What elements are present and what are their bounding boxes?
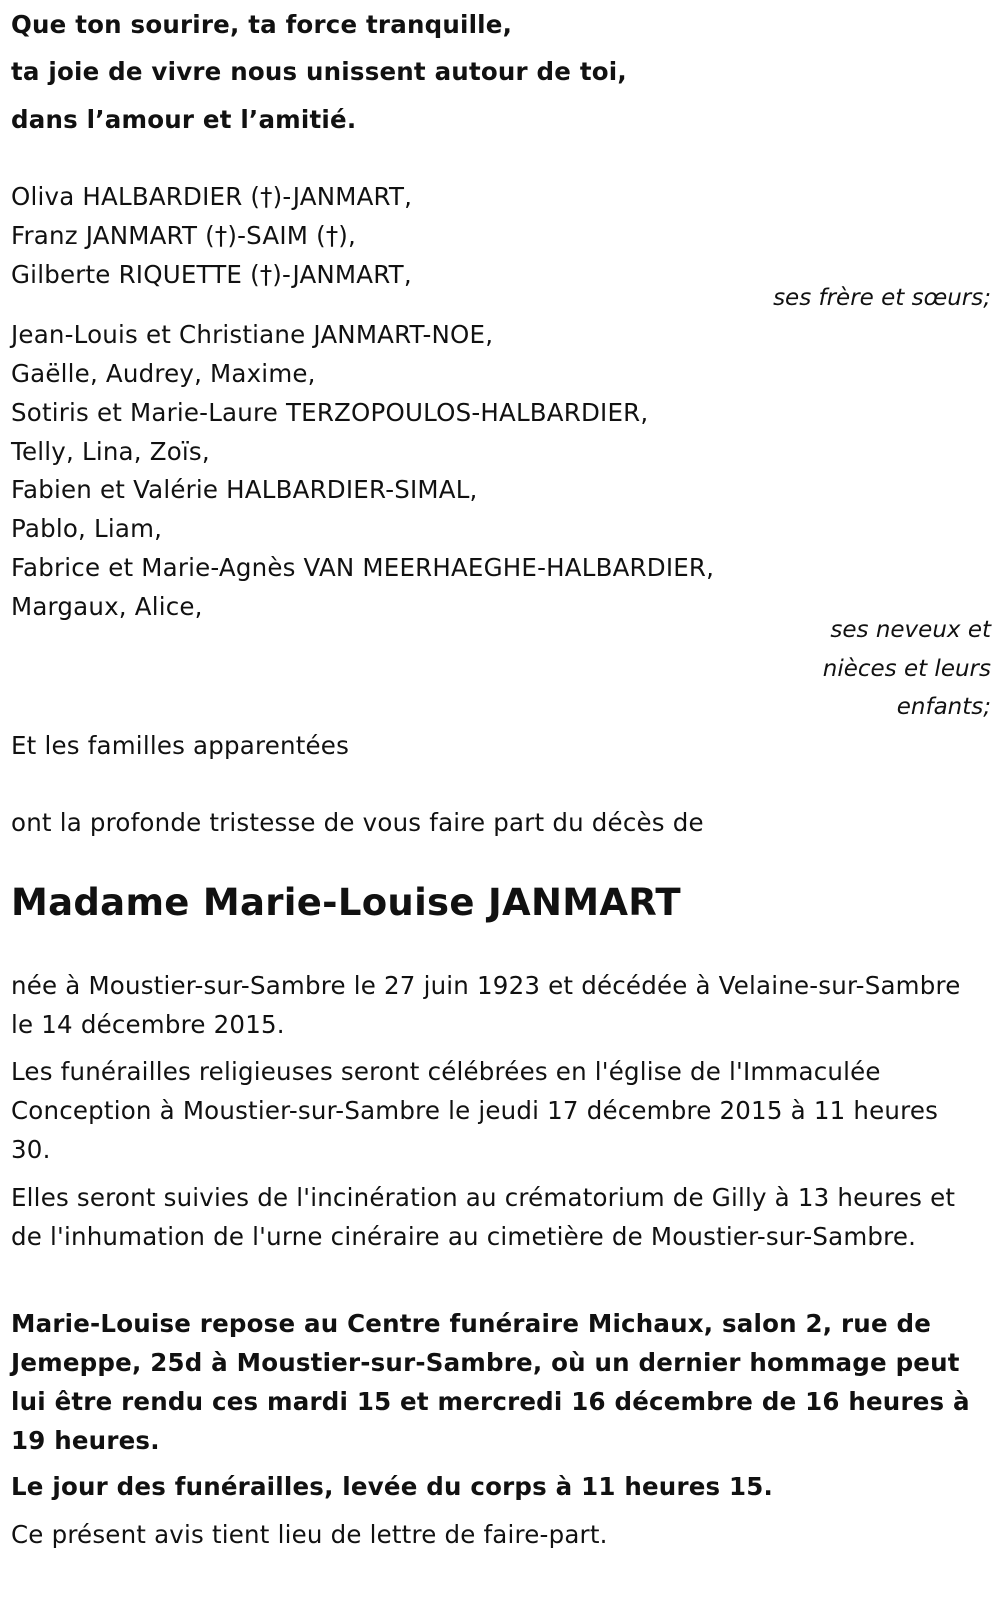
- nephews-relation-1: ses neveux et: [830, 617, 991, 643]
- quote-line-1: Que ton sourire, ta force tranquille,: [11, 10, 513, 39]
- siblings-relation: ses frère et sœurs;: [773, 285, 991, 311]
- nephews-relation-3: enfants;: [896, 694, 991, 720]
- sibling-line-3: Gilberte RIQUETTE (†)-JANMART,: [11, 260, 412, 289]
- nephew-line-1: Jean-Louis et Christiane JANMART-NOE,: [11, 320, 494, 349]
- nephew-line-4: Telly, Lina, Zoïs,: [11, 437, 210, 466]
- families-line: Et les familles apparentées: [11, 731, 350, 760]
- nephew-line-7: Fabrice et Marie-Agnès VAN MEERHAEGHE-HALBARDIER,: [11, 553, 715, 582]
- nephew-line-5: Fabien et Valérie HALBARDIER-SIMAL,: [11, 475, 478, 504]
- levee-paragraph: Le jour des funérailles, levée du corps à 11 heures 15.: [11, 1472, 774, 1501]
- nephew-line-2: Gaëlle, Audrey, Maxime,: [11, 359, 316, 388]
- nephews-relation-2: nièces et leurs: [822, 656, 991, 682]
- sibling-line-2: Franz JANMART (†)-SAIM (†),: [11, 221, 357, 250]
- nephew-line-8: Margaux, Alice,: [11, 592, 203, 621]
- cremation-paragraph: Elles seront suivies de l'incinération au crématorium de Gilly à 13 heures et de l'inhumation de l'urne cinéraire au cimetière de Moustier-sur-Sambre.: [11, 1183, 956, 1251]
- notice-paragraph: Ce présent avis tient lieu de lettre de faire-part.: [11, 1520, 608, 1549]
- deceased-name: Madame Marie-Louise JANMART: [11, 881, 681, 924]
- sibling-line-1: Oliva HALBARDIER (†)-JANMART,: [11, 182, 413, 211]
- funeral-paragraph: Les funérailles religieuses seront célébrées en l'église de l'Immaculée Conception à Moustier-sur-Sambre le jeudi 17 décembre 2015 à 11 heures 30.: [11, 1057, 939, 1164]
- nephew-line-3: Sotiris et Marie-Laure TERZOPOULOS-HALBARDIER,: [11, 398, 649, 427]
- repose-paragraph: Marie-Louise repose au Centre funéraire Michaux, salon 2, rue de Jemeppe, 25d à Moustier-sur-Sambre, où un dernier hommage peut lui être rendu ces mardi 15 et mercredi 16 décembre de 16 heures à 19 heures.: [11, 1309, 970, 1455]
- quote-line-2: ta joie de vivre nous unissent autour de toi,: [11, 57, 627, 86]
- nephew-line-6: Pablo, Liam,: [11, 514, 163, 543]
- quote-line-3: dans l’amour et l’amitié.: [11, 105, 357, 134]
- birth-death-paragraph: née à Moustier-sur-Sambre le 27 juin 1923 et décédée à Velaine-sur-Sambre le 14 décembre 2015.: [11, 971, 961, 1039]
- announcement-line: ont la profonde tristesse de vous faire part du décès de: [11, 808, 704, 837]
